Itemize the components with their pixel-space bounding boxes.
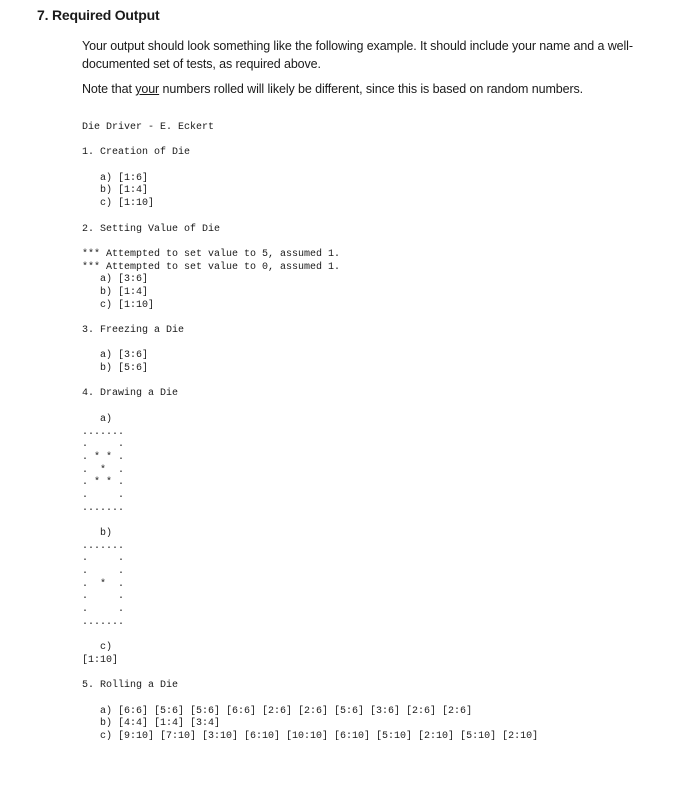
console-line: . . [82, 553, 125, 565]
console-line: b) [4:4] [1:4] [3:4] [82, 718, 221, 730]
console-line: b) [1:4] [82, 286, 149, 298]
console-line: 2. Setting Value of Die [82, 223, 221, 235]
console-line [82, 135, 538, 148]
console-line: . . [82, 566, 125, 578]
console-line: 4. Drawing a Die [82, 388, 179, 400]
console-line: . . [82, 439, 125, 451]
console-line: a) [82, 413, 113, 425]
console-line [82, 211, 538, 224]
console-line: . * * . [82, 477, 125, 489]
intro-paragraph-2 [82, 80, 642, 98]
console-line: ....... [82, 616, 125, 628]
console-line [82, 376, 538, 389]
console-line: b) [1:4] [82, 185, 149, 197]
console-line: a) [3:6] [82, 274, 149, 286]
console-line [82, 312, 538, 325]
console-line: ....... [82, 426, 125, 438]
console-line [82, 236, 538, 249]
console-line: c) [1:10] [82, 299, 155, 311]
intro-paragraph-1: Your output should look something like the following example. It should include your name and a well-documented set of tests, as required above. [82, 39, 633, 71]
console-line: 3. Freezing a Die [82, 325, 185, 336]
console-line: c) [9:10] [7:10] [3:10] [6:10] [10:10] [6:10] [5:10] [2:10] [5:10] [2:10] [82, 731, 539, 742]
para2-before: Note that [82, 82, 136, 96]
console-line: a) [1:6] [82, 172, 149, 184]
console-line: [1:10] [82, 654, 119, 666]
console-line: b) [5:6] [82, 363, 149, 375]
console-line: 1. Creation of Die [82, 147, 191, 159]
console-line [82, 693, 538, 706]
console-line: *** Attempted to set value to 0, assumed 1. [82, 261, 341, 273]
console-line: . . [82, 489, 125, 501]
console-line: . * * . [82, 451, 125, 463]
console-line [82, 160, 538, 173]
console-line: 5. Rolling a Die [82, 680, 179, 692]
console-line [82, 401, 538, 414]
console-line: . . [82, 591, 125, 603]
console-line [82, 515, 538, 528]
console-line: *** Attempted to set value to 5, assumed 1. [82, 248, 341, 260]
para2-after: numbers rolled will likely be different, since this is based on random numbers. [159, 82, 584, 96]
console-line: Die Driver - E. Eckert [82, 122, 215, 133]
console-line: b) [82, 528, 113, 539]
console-line: . . [82, 604, 125, 616]
console-line: ....... [82, 502, 125, 514]
console-line [82, 668, 538, 681]
console-line: c) [82, 642, 113, 654]
console-line [82, 630, 538, 643]
console-line: a) [3:6] [82, 350, 149, 362]
console-line: a) [6:6] [5:6] [5:6] [6:6] [2:6] [2:6] [5:6] [3:6] [2:6] [2:6] [82, 705, 473, 717]
para2-underlined-word: your [135, 82, 160, 96]
console-output [82, 122, 538, 744]
section-heading: 7. Required Output [37, 7, 160, 23]
console-line: c) [1:10] [82, 198, 155, 210]
console-line [82, 338, 538, 351]
console-line: . * . [82, 578, 125, 590]
console-line: ....... [82, 540, 125, 552]
console-line: . * . [82, 464, 125, 476]
